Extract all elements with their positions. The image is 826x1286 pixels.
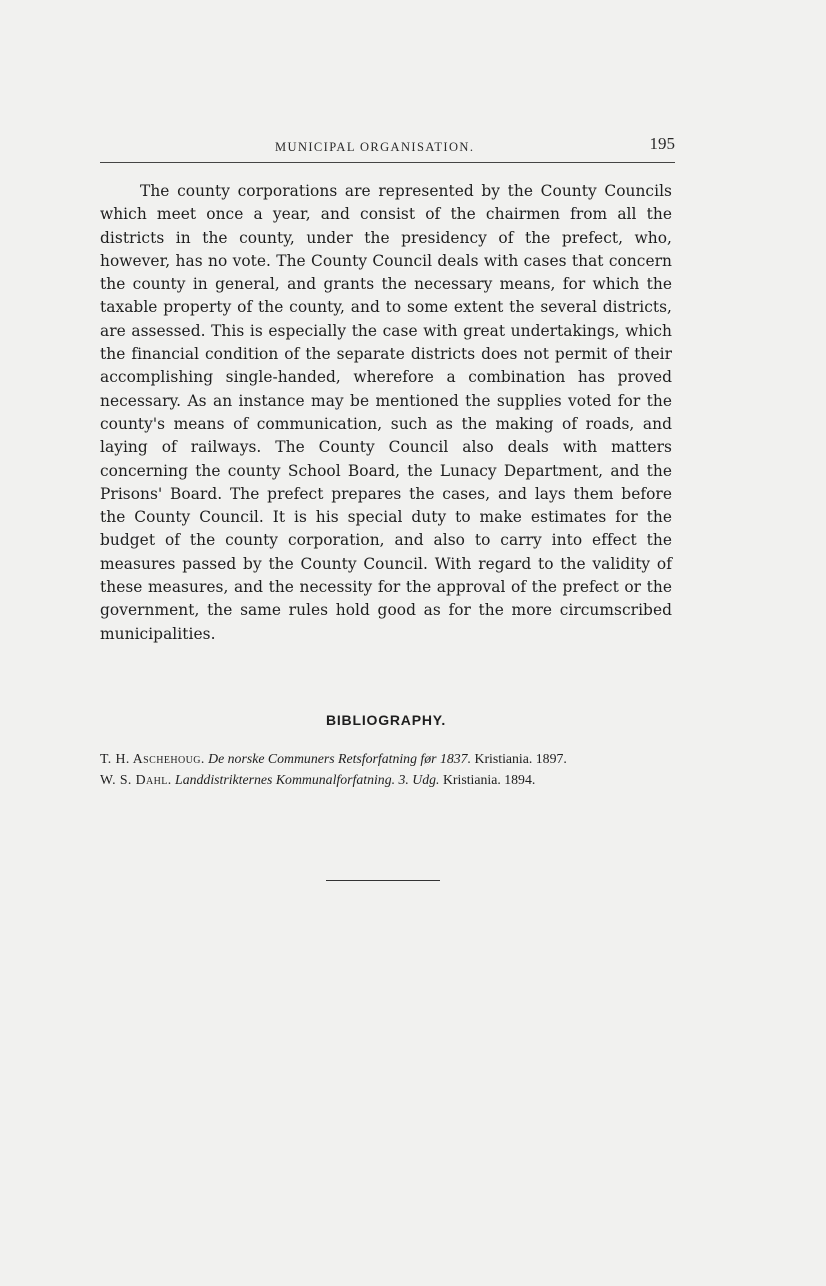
bibliography-entry [100,748,680,769]
body-paragraph: The county corporations are represented by the County Councils which meet once a year, and consist of the chairmen from all the districts in the county, under the presidency of the prefect, who, however, has no vote. The County Council deals with cases that concern the county in general, and grants the necessary means, for which the taxable property of the county, and to some extent the several districts, are assessed. This is especially the case with great undertakings, which the financial condition of the separate districts does not permit of their accomplishing single-handed, wherefore a combination has proved necessary. As an instance may be mentioned the supplies voted for the county's means of communication, such as the making of roads, and laying of railways. The County Council also deals with matters concerning the county School Board, the Lunacy Department, and the Prisons' Board. The prefect prepares the cases, and lays them before the County Council. It is his special duty to make estimates for the budget of the county corporation, and also to carry into effect the measures passed by the County Council. With regard to the validity of these measures, and the necessity for the approval of the prefect or the government, the same rules hold good as for the more circumscribed municipalities. [100,182,672,643]
entry-author: W. S. Dahl. [100,772,172,787]
bibliography-heading: BIBLIOGRAPHY. [325,712,447,728]
entry-title: De norske Communers Retsforfatning før 1837. [208,751,472,766]
header-rule [100,162,675,163]
entry-publication: Kristiania. 1894. [442,772,536,787]
entry-publication: Kristiania. 1897. [474,751,567,766]
bibliography-entry [100,769,680,790]
page-number: 195 [649,134,675,153]
closing-rule [326,880,440,881]
bibliography-list [100,748,680,790]
running-title: MUNICIPAL ORGANISATION. [275,140,475,154]
entry-title: Landdistrikternes Kommunalforfatning. 3. Udg. [175,772,440,787]
running-head [100,134,675,158]
entry-author: T. H. Aschehoug. [100,751,205,766]
